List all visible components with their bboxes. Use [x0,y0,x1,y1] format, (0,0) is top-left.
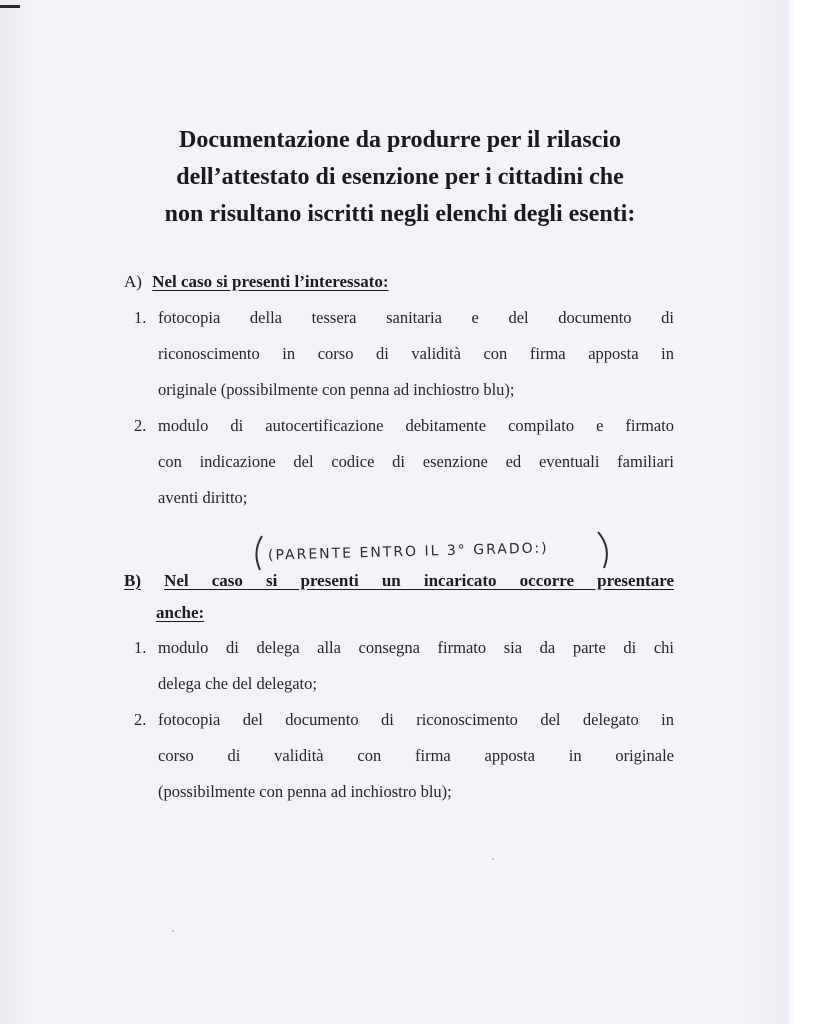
section-a-item-2 [134,408,674,516]
item-line: aventi diritto; [158,488,248,507]
item-line: fotocopia del documento di riconoscimento del delegato in [158,710,674,729]
section-b-heading-cont [156,603,204,623]
item-line: corso di validità con firma apposta in originale [158,746,674,765]
item-line: delega che del delegato; [158,674,317,693]
title-line-1: Documentazione da produrre per il rilascio [179,127,621,153]
section-b-heading [124,566,674,596]
handwritten-note-text: (PARENTE ENTRO IL 3° GRADO:) [267,540,549,564]
scan-speck [172,930,174,932]
item-number: 1. [134,638,147,657]
scan-edge-mark [0,5,20,8]
item-line: modulo di autocertificazione debitamente compilato e firmato [158,416,674,435]
item-line: originale (possibilmente con penna ad inchiostro blu); [158,380,515,399]
section-a-title: Nel caso si presenti l’interessato: [152,272,389,291]
section-b-title: Nel caso si presenti un incaricato occorre presentare [164,571,674,590]
section-b-item-1 [134,630,674,702]
item-number: 2. [134,416,147,435]
section-b-letter: B) [124,571,141,590]
section-a-item-1 [134,300,674,408]
title-line-2: dell’attestato di esenzione per i cittadini che [176,164,624,190]
document-title [100,122,700,233]
item-number: 2. [134,710,147,729]
scan-speck [492,858,494,860]
item-line: modulo di delega alla consegna firmato sia da parte di chi [158,638,674,657]
section-b-item-2 [134,702,674,810]
section-a-heading [124,272,389,292]
item-line: riconoscimento in corso di validità con firma apposta in [158,344,674,363]
item-line: con indicazione del codice di esenzione ed eventuali familiari [158,452,674,471]
section-b-title-cont: anche: [156,603,205,622]
item-line: (possibilmente con penna ad inchiostro blu); [158,782,452,801]
item-line: fotocopia della tessera sanitaria e del documento di [158,308,674,327]
section-a-letter: A) [124,272,142,291]
item-number: 1. [134,308,147,327]
title-line-3: non risultano iscritti negli elenchi degli esenti: [164,201,636,227]
